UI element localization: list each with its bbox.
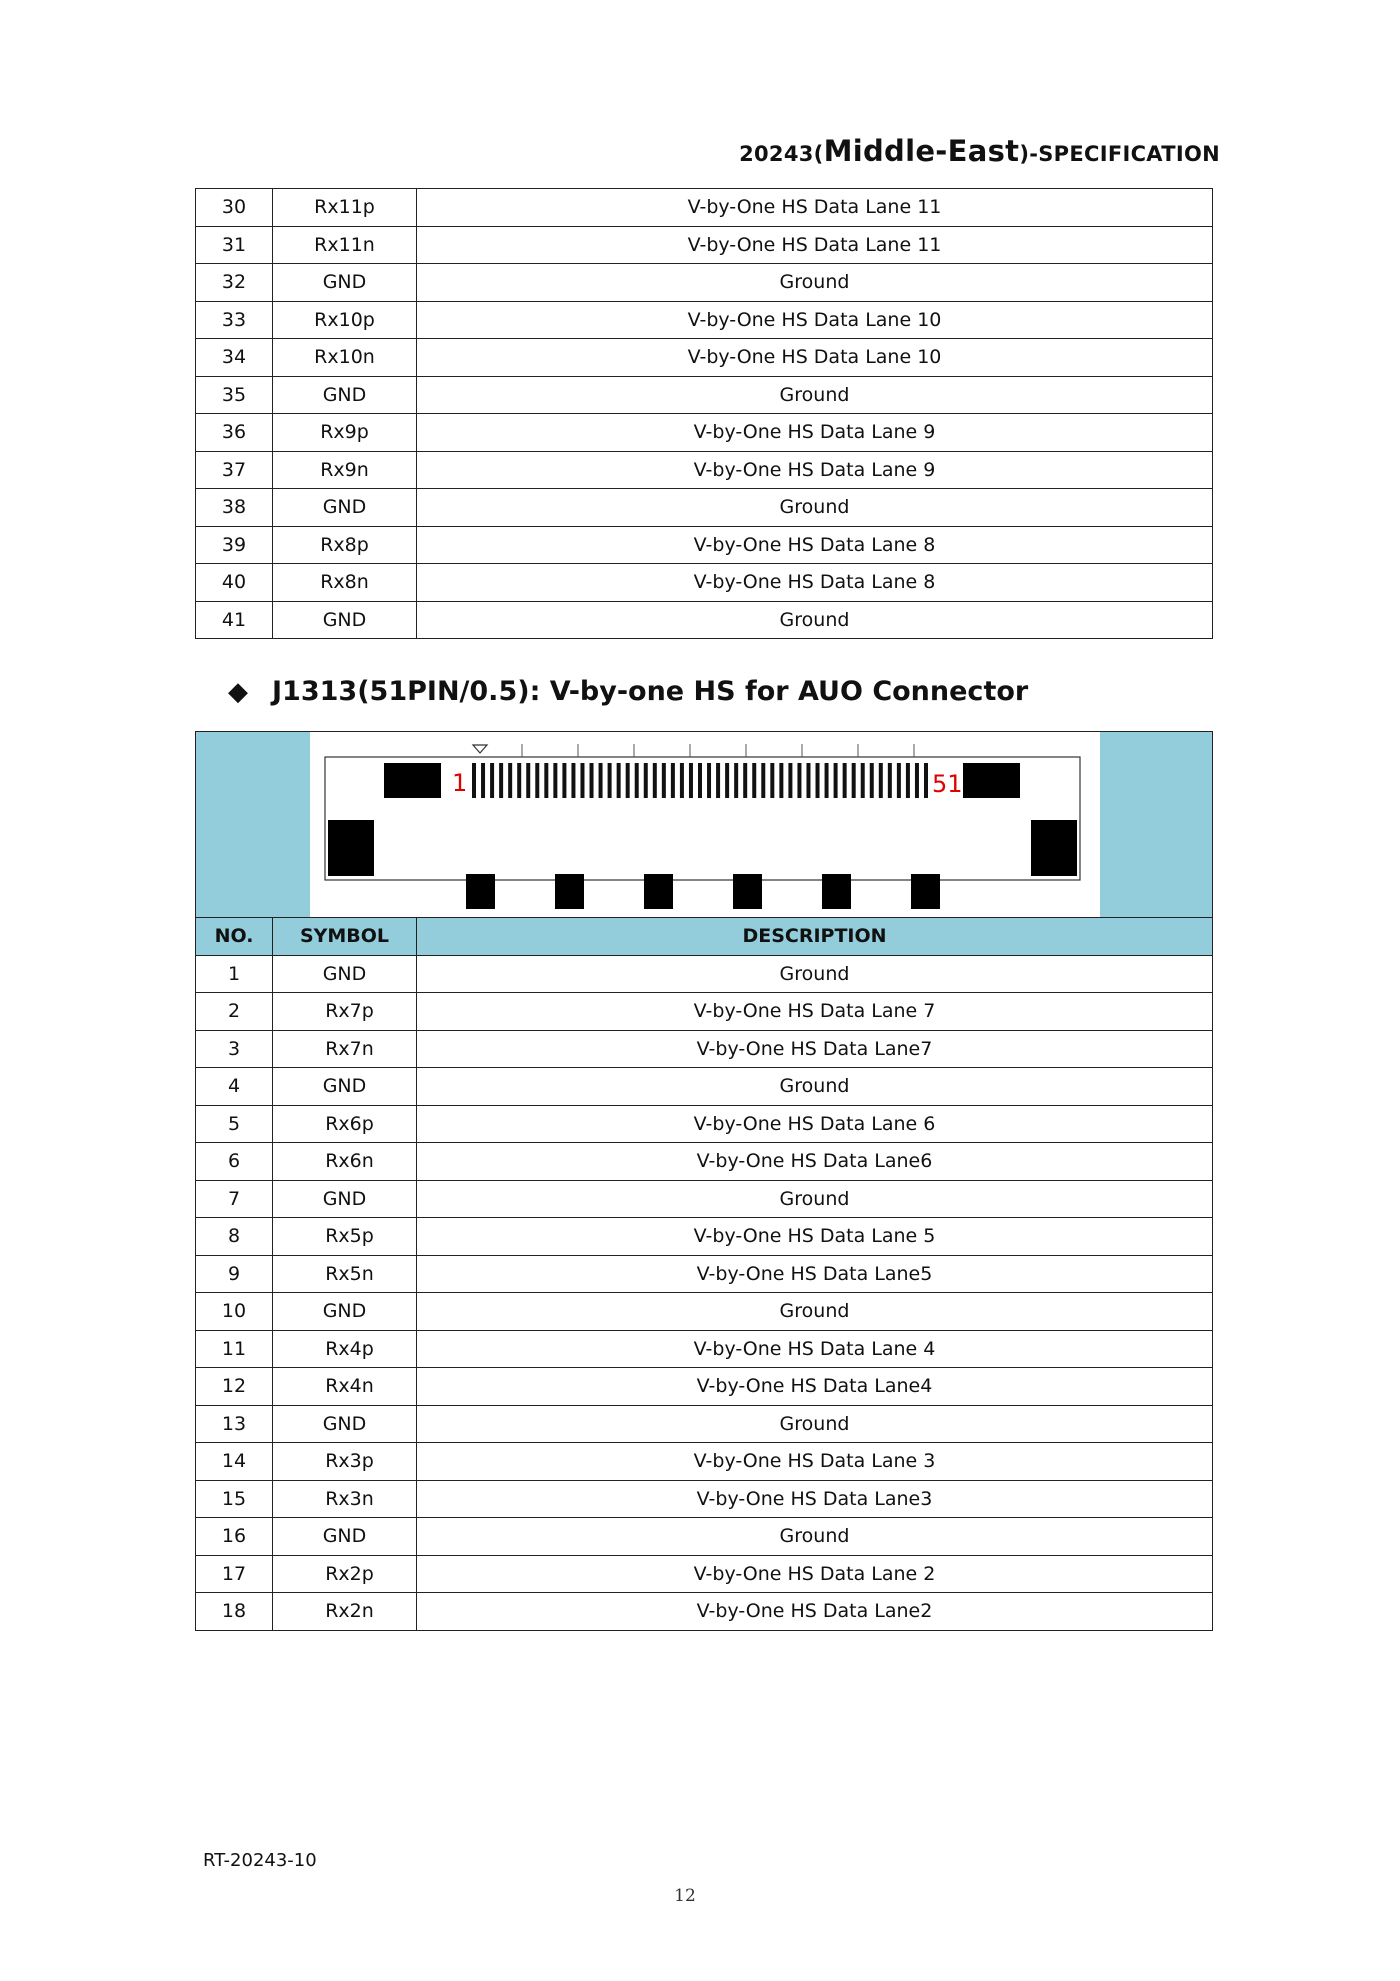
pin-description: Ground <box>417 264 1213 302</box>
foot-block <box>555 874 584 909</box>
pin-symbol: Rx11n <box>273 226 417 264</box>
connector-pin <box>644 763 648 798</box>
connector-pin <box>788 763 792 798</box>
connector-pin <box>915 763 919 798</box>
pin-symbol: Rx11p <box>273 189 417 227</box>
section-title: J1313(51PIN/0.5): V-by-one HS for AUO Connector <box>272 676 1029 707</box>
connector-pin <box>779 763 783 798</box>
pin-description: V-by-One HS Data Lane2 <box>417 1593 1213 1631</box>
pin-symbol: Rx9p <box>273 414 417 452</box>
connector-pin <box>870 763 874 798</box>
table-row <box>196 1368 1213 1406</box>
table-row <box>196 264 1213 302</box>
pin-table <box>195 917 1213 1631</box>
column-header-description: DESCRIPTION <box>417 918 1213 956</box>
pin-number: 2 <box>196 993 273 1031</box>
pin-symbol: GND <box>273 1068 417 1106</box>
latch-block-left <box>384 763 441 798</box>
table-row <box>196 189 1213 227</box>
pin-description: Ground <box>417 1518 1213 1556</box>
pin-number: 40 <box>196 564 273 602</box>
connector-pin <box>481 763 485 798</box>
connector-pin <box>544 763 548 798</box>
connector-pin <box>562 763 566 798</box>
pin-symbol: Rx9n <box>273 451 417 489</box>
connector-pin <box>825 763 829 798</box>
connector-pin <box>888 763 892 798</box>
pin-description: V-by-One HS Data Lane 11 <box>417 226 1213 264</box>
connector-pin <box>689 763 693 798</box>
connector-pin <box>770 763 774 798</box>
connector-pin <box>861 763 865 798</box>
table-row <box>196 226 1213 264</box>
pin-number: 30 <box>196 189 273 227</box>
connector-pin <box>617 763 621 798</box>
pin-number: 6 <box>196 1143 273 1181</box>
table-row <box>196 1330 1213 1368</box>
pin-number: 41 <box>196 601 273 639</box>
side-block-right <box>1031 820 1077 876</box>
table-row <box>196 1030 1213 1068</box>
pin-description: V-by-One HS Data Lane 7 <box>417 993 1213 1031</box>
pin-first-label: 1 <box>452 769 468 797</box>
pin-symbol: Rx10p <box>273 301 417 339</box>
connector-pin <box>626 763 630 798</box>
connector-pin <box>653 763 657 798</box>
connector-pin <box>852 763 856 798</box>
pin-number: 15 <box>196 1480 273 1518</box>
header-region: Middle-East <box>823 134 1020 168</box>
connector-pin <box>761 763 765 798</box>
pin-table-body <box>196 955 1213 1630</box>
pin-description: V-by-One HS Data Lane 8 <box>417 564 1213 602</box>
connector-pin <box>806 763 810 798</box>
pin-symbol: GND <box>273 376 417 414</box>
pin-description: Ground <box>417 489 1213 527</box>
pin-description: V-by-One HS Data Lane 2 <box>417 1555 1213 1593</box>
connector-pin <box>535 763 539 798</box>
connector-illustration <box>195 731 1213 918</box>
connector-pin <box>553 763 557 798</box>
pin-description: Ground <box>417 1180 1213 1218</box>
pin-symbol: Rx6n <box>273 1143 417 1181</box>
pin-number: 7 <box>196 1180 273 1218</box>
pin-number: 36 <box>196 414 273 452</box>
table-row <box>196 526 1213 564</box>
pin-symbol: Rx8n <box>273 564 417 602</box>
pin-symbol: Rx7n <box>273 1030 417 1068</box>
connector-pin <box>924 763 928 798</box>
connector-pin <box>698 763 702 798</box>
table-row <box>196 1218 1213 1256</box>
connector-pin <box>671 763 675 798</box>
pin-symbol: GND <box>273 601 417 639</box>
connector-pin <box>526 763 530 798</box>
pin-description: V-by-One HS Data Lane 10 <box>417 339 1213 377</box>
pin-number: 12 <box>196 1368 273 1406</box>
connector-pin <box>797 763 801 798</box>
connector-pin <box>897 763 901 798</box>
diamond-bullet-icon: ◆ <box>228 677 248 707</box>
pin-description: Ground <box>417 1293 1213 1331</box>
connector-pin <box>680 763 684 798</box>
connector-pin <box>580 763 584 798</box>
pin-number: 14 <box>196 1443 273 1481</box>
connector-pin <box>725 763 729 798</box>
page-header <box>739 134 1220 168</box>
table-row <box>196 1068 1213 1106</box>
section-heading <box>228 676 1028 707</box>
pin-number: 18 <box>196 1593 273 1631</box>
pin-description: V-by-One HS Data Lane 6 <box>417 1105 1213 1143</box>
pin-description: V-by-One HS Data Lane 5 <box>417 1218 1213 1256</box>
connector-pin <box>752 763 756 798</box>
table-row <box>196 601 1213 639</box>
pin-description: V-by-One HS Data Lane5 <box>417 1255 1213 1293</box>
connector-pin <box>490 763 494 798</box>
pin-number: 17 <box>196 1555 273 1593</box>
connector-pin <box>743 763 747 798</box>
header-row <box>196 918 1213 956</box>
pin-table-continued-body <box>196 189 1213 639</box>
pin-description: V-by-One HS Data Lane 11 <box>417 189 1213 227</box>
connector-pin <box>590 763 594 798</box>
table-row <box>196 1443 1213 1481</box>
pin-description: Ground <box>417 955 1213 993</box>
pin-description: Ground <box>417 601 1213 639</box>
pin-description: V-by-One HS Data Lane6 <box>417 1143 1213 1181</box>
pin-symbol: Rx2p <box>273 1555 417 1593</box>
connector-pin <box>816 763 820 798</box>
pin-last-label: 51 <box>932 770 963 798</box>
pin-table-header <box>196 918 1213 956</box>
connector-pin <box>635 763 639 798</box>
pin-number: 33 <box>196 301 273 339</box>
pin-description: V-by-One HS Data Lane3 <box>417 1480 1213 1518</box>
foot-block <box>733 874 762 909</box>
latch-block-right <box>963 763 1020 798</box>
pin-symbol: Rx5p <box>273 1218 417 1256</box>
pin-symbol: GND <box>273 955 417 993</box>
foot-block <box>911 874 940 909</box>
connector-pin <box>906 763 910 798</box>
pin-number: 11 <box>196 1330 273 1368</box>
connector-pin <box>843 763 847 798</box>
table-row <box>196 1480 1213 1518</box>
pin-number: 38 <box>196 489 273 527</box>
pin-symbol: GND <box>273 489 417 527</box>
table-row <box>196 1405 1213 1443</box>
pin-symbol: Rx4p <box>273 1330 417 1368</box>
table-row <box>196 301 1213 339</box>
pin-number: 4 <box>196 1068 273 1106</box>
header-prefix: 20243( <box>739 142 824 166</box>
pin-number: 34 <box>196 339 273 377</box>
table-row <box>196 1255 1213 1293</box>
connector-pin <box>599 763 603 798</box>
document-code: RT-20243-10 <box>203 1850 317 1871</box>
table-row <box>196 1143 1213 1181</box>
connector-pin <box>879 763 883 798</box>
pin-number: 37 <box>196 451 273 489</box>
pin-symbol: Rx4n <box>273 1368 417 1406</box>
pin-description: Ground <box>417 1405 1213 1443</box>
pin-number: 8 <box>196 1218 273 1256</box>
pin-number: 13 <box>196 1405 273 1443</box>
pin-description: Ground <box>417 376 1213 414</box>
table-row <box>196 414 1213 452</box>
table-row <box>196 339 1213 377</box>
pin-number: 1 <box>196 955 273 993</box>
column-header-symbol: SYMBOL <box>273 918 417 956</box>
pin-number: 32 <box>196 264 273 302</box>
connector-pin <box>608 763 612 798</box>
pin-description: V-by-One HS Data Lane 3 <box>417 1443 1213 1481</box>
table-row <box>196 1518 1213 1556</box>
pin-description: V-by-One HS Data Lane 4 <box>417 1330 1213 1368</box>
pin-description: V-by-One HS Data Lane 8 <box>417 526 1213 564</box>
table-row <box>196 1180 1213 1218</box>
pin-description: V-by-One HS Data Lane4 <box>417 1368 1213 1406</box>
pin-description: V-by-One HS Data Lane 10 <box>417 301 1213 339</box>
connector-pin <box>734 763 738 798</box>
pin-number: 10 <box>196 1293 273 1331</box>
foot-block <box>822 874 851 909</box>
pin-number: 5 <box>196 1105 273 1143</box>
pin-description: V-by-One HS Data Lane7 <box>417 1030 1213 1068</box>
table-row <box>196 451 1213 489</box>
connector-pin <box>508 763 512 798</box>
table-row <box>196 1593 1213 1631</box>
pin-symbol: GND <box>273 1180 417 1218</box>
pin-symbol: Rx7p <box>273 993 417 1031</box>
table-row <box>196 993 1213 1031</box>
foot-block <box>644 874 673 909</box>
pin-table-continued <box>195 188 1213 639</box>
connector-diagram <box>310 732 1100 917</box>
foot-block <box>466 874 495 909</box>
pin-symbol: Rx3p <box>273 1443 417 1481</box>
table-row <box>196 376 1213 414</box>
connector-pin <box>707 763 711 798</box>
pin-number: 16 <box>196 1518 273 1556</box>
pin-number: 39 <box>196 526 273 564</box>
pin-symbol: GND <box>273 264 417 302</box>
pin-symbol: GND <box>273 1293 417 1331</box>
pin-symbol: GND <box>273 1405 417 1443</box>
table-row <box>196 489 1213 527</box>
pin-symbol: Rx6p <box>273 1105 417 1143</box>
side-block-left <box>328 820 374 876</box>
pin-number: 9 <box>196 1255 273 1293</box>
table-row <box>196 1105 1213 1143</box>
pin-number: 3 <box>196 1030 273 1068</box>
connector-pin <box>517 763 521 798</box>
connector-pin <box>662 763 666 798</box>
connector-pin <box>834 763 838 798</box>
connector-pin <box>571 763 575 798</box>
connector-pin <box>716 763 720 798</box>
page-number: 12 <box>674 1886 696 1906</box>
table-row <box>196 1555 1213 1593</box>
pin-symbol: Rx5n <box>273 1255 417 1293</box>
pin-symbol: Rx10n <box>273 339 417 377</box>
pin-description: V-by-One HS Data Lane 9 <box>417 451 1213 489</box>
pin-description: Ground <box>417 1068 1213 1106</box>
connector-background <box>310 732 1100 917</box>
pin-symbol: Rx3n <box>273 1480 417 1518</box>
table-row <box>196 564 1213 602</box>
pin-symbol: Rx2n <box>273 1593 417 1631</box>
pin-number: 31 <box>196 226 273 264</box>
pin-description: V-by-One HS Data Lane 9 <box>417 414 1213 452</box>
table-row <box>196 1293 1213 1331</box>
column-header-no: NO. <box>196 918 273 956</box>
header-suffix: )-SPECIFICATION <box>1019 142 1220 166</box>
pin-number: 35 <box>196 376 273 414</box>
connector-pin <box>472 763 476 798</box>
table-row <box>196 955 1213 993</box>
pin-symbol: GND <box>273 1518 417 1556</box>
pin-symbol: Rx8p <box>273 526 417 564</box>
connector-pin <box>499 763 503 798</box>
